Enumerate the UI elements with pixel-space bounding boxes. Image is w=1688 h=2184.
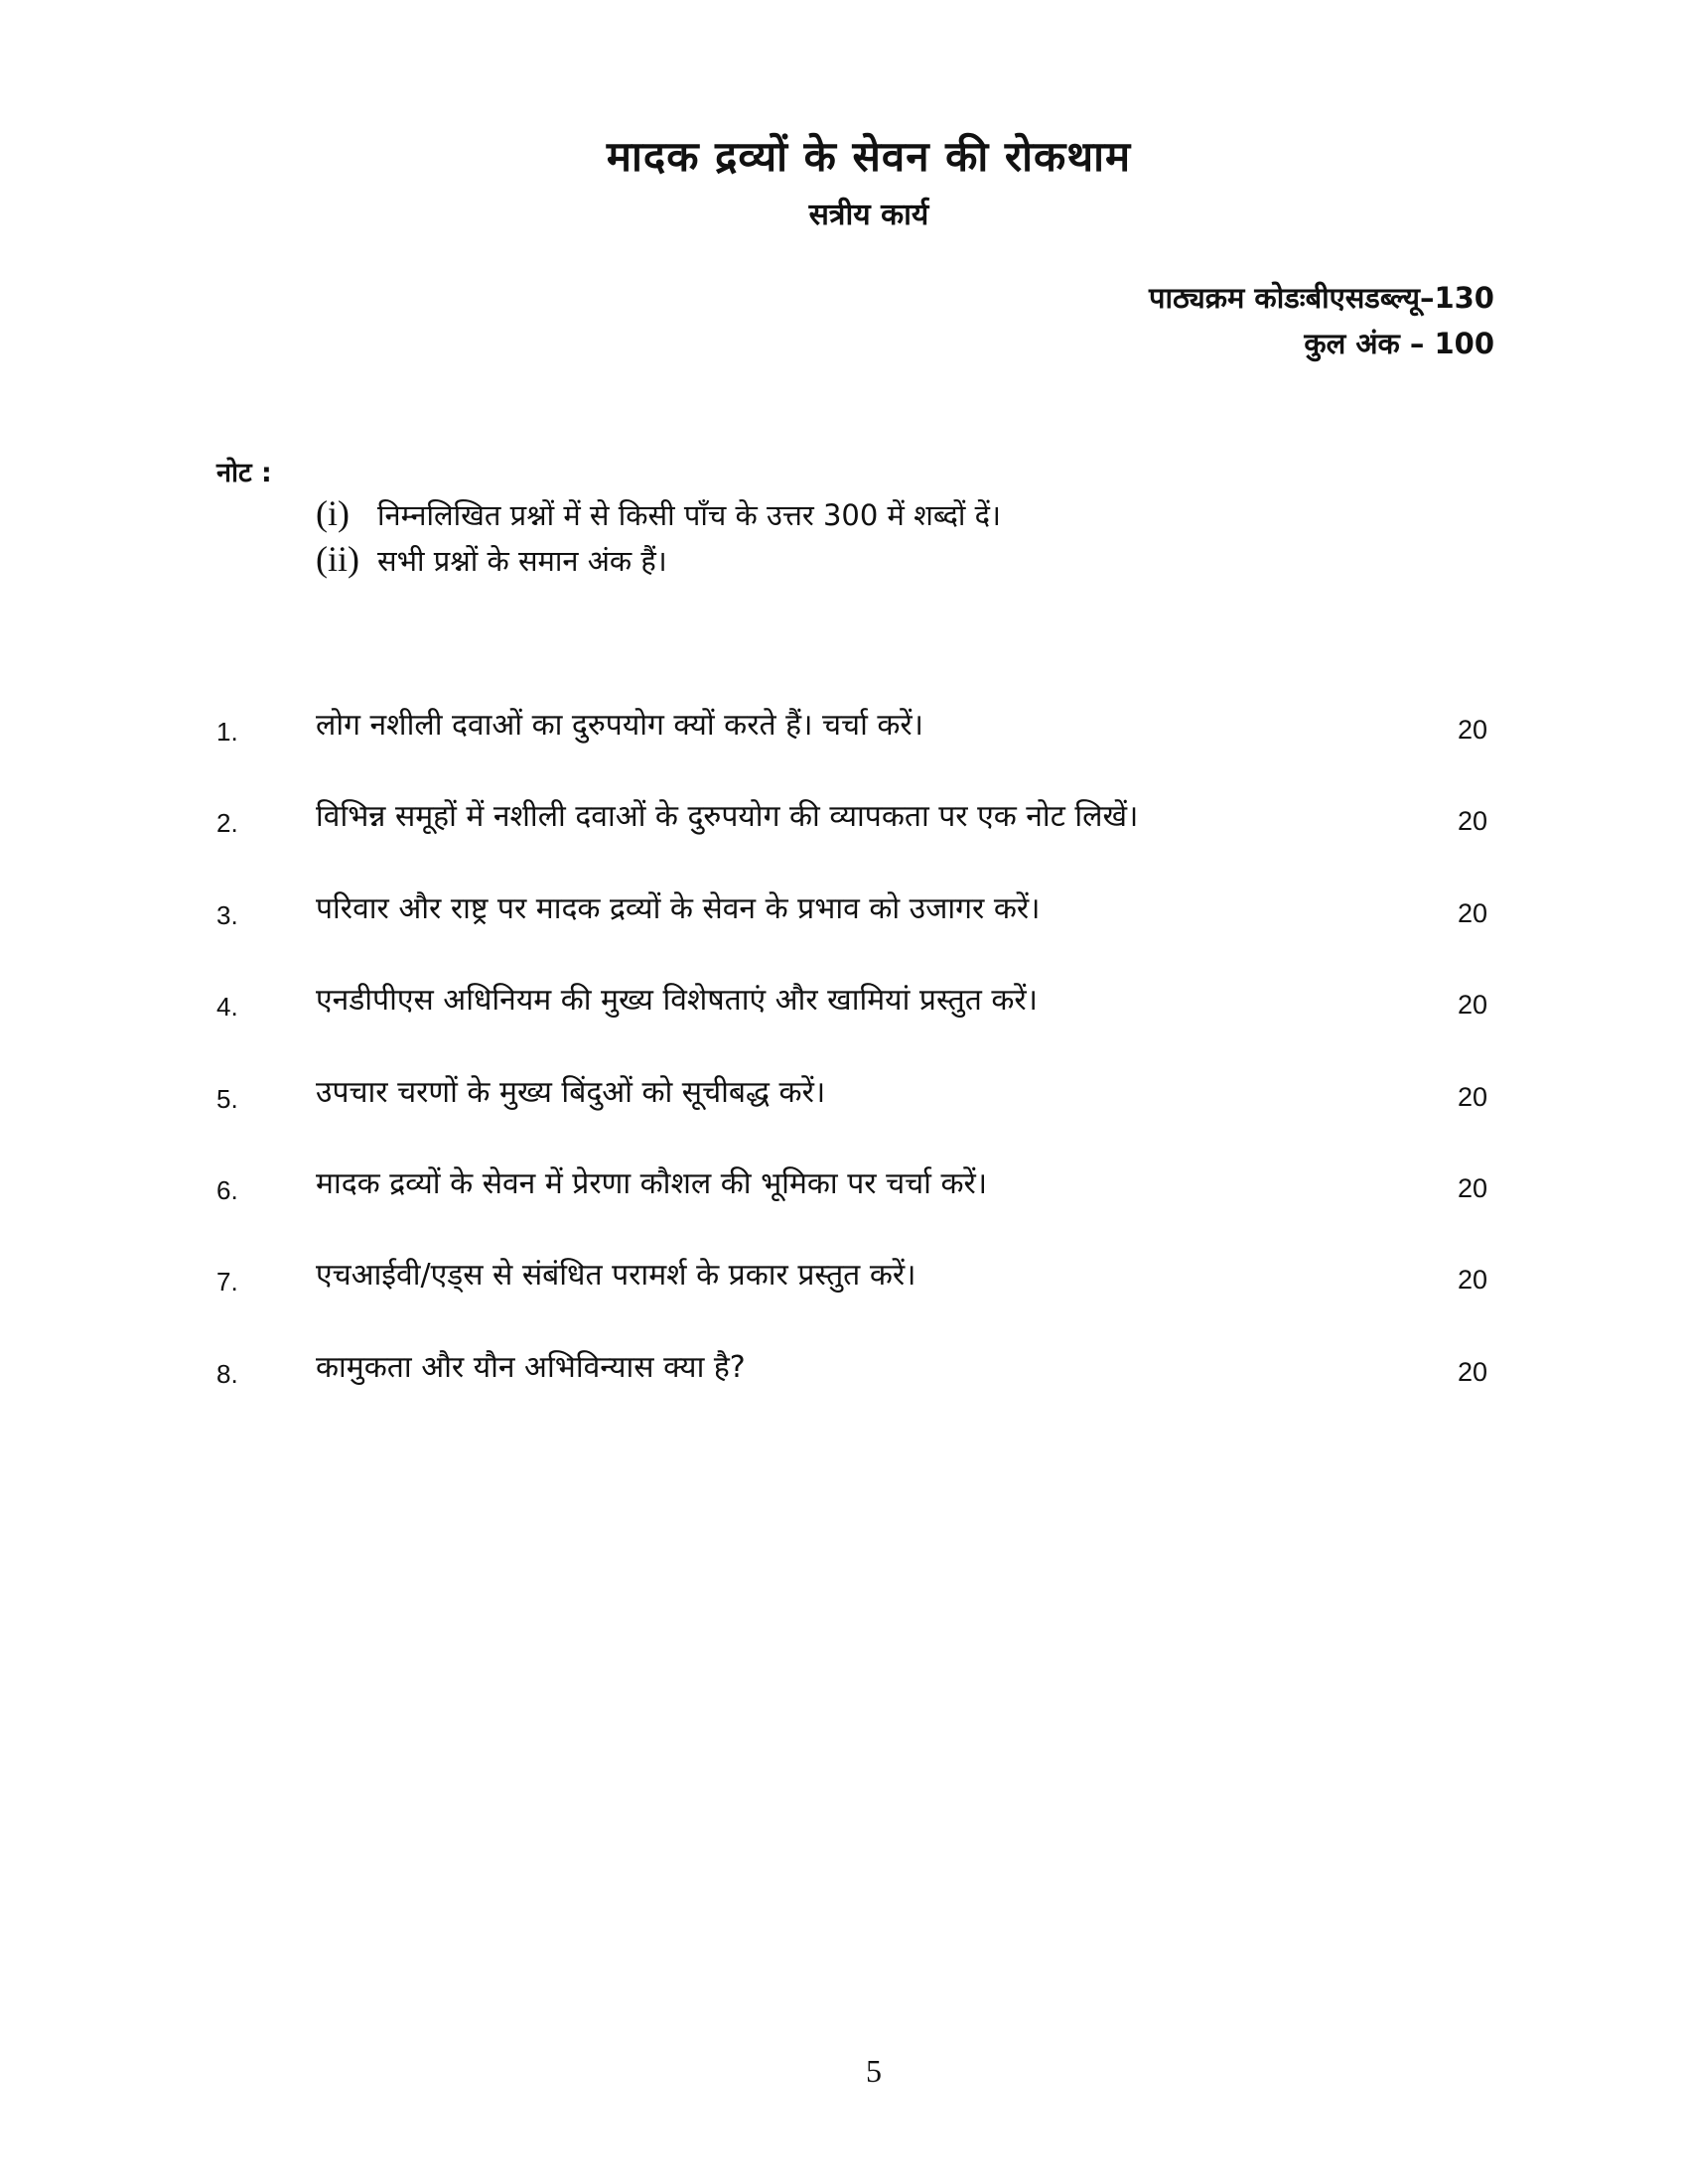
document-title: मादक द्रव्यों के सेवन की रोकथाम <box>606 132 1132 181</box>
question-number: 5. <box>216 1084 238 1114</box>
question-row <box>0 1253 1688 1302</box>
note-item-marker: (i) <box>316 493 350 533</box>
question-text: एचआईवी/एड्स से संबंधित परामर्श के प्रकार प्रस्तुत करें। <box>316 1258 916 1293</box>
question-row <box>0 887 1688 936</box>
note-item-text: सभी प्रश्नों के समान अंक हैं। <box>377 544 667 578</box>
question-marks: 20 <box>1458 715 1488 745</box>
question-row <box>0 978 1688 1027</box>
question-text: मादक द्रव्यों के सेवन में प्रेरणा कौशल की भूमिका पर चर्चा करें। <box>316 1166 988 1201</box>
question-text: परिवार और राष्ट्र पर मादक द्रव्यों के सेवन के प्रभाव को उजागर करें। <box>316 891 1041 926</box>
question-number: 7. <box>216 1267 238 1297</box>
question-text: उपचार चरणों के मुख्य बिंदुओं को सूचीबद्ध करें। <box>316 1075 826 1110</box>
question-marks: 20 <box>1458 1357 1488 1387</box>
question-number: 6. <box>216 1175 238 1205</box>
question-row <box>0 1070 1688 1120</box>
question-row <box>0 1345 1688 1395</box>
question-number: 3. <box>216 900 238 930</box>
question-number: 4. <box>216 992 238 1022</box>
note-item-text: निम्नलिखित प्रश्नों में से किसी पाँच के उत्तर 300 में शब्दों दें। <box>377 498 1002 532</box>
question-text: एनडीपीएस अधिनियम की मुख्य विशेषताएं और खामियां प्रस्तुत करें। <box>316 983 1039 1018</box>
note-item <box>316 492 1001 534</box>
question-text: कामुकता और यौन अभिविन्यास क्या है? <box>316 1350 746 1385</box>
question-number: 2. <box>216 808 238 838</box>
question-row <box>0 1161 1688 1211</box>
page-number: 5 <box>866 2053 882 2089</box>
question-row <box>0 703 1688 752</box>
question-number: 8. <box>216 1359 238 1389</box>
question-row <box>0 794 1688 844</box>
note-label: नोट : <box>216 458 272 488</box>
question-number: 1. <box>216 717 238 747</box>
document-subtitle: सत्रीय कार्य <box>808 198 929 232</box>
question-marks: 20 <box>1458 990 1488 1020</box>
question-marks: 20 <box>1458 806 1488 836</box>
question-marks: 20 <box>1458 1082 1488 1112</box>
course-code: पाठ्यक्रम कोडःबीएसडब्ल्यू–130 <box>1149 281 1494 315</box>
note-item-marker: (ii) <box>316 539 359 579</box>
question-text: विभिन्न समूहों में नशीली दवाओं के दुरुपयोग की व्यापकता पर एक नोट लिखें। <box>316 799 1139 834</box>
note-item <box>316 538 667 580</box>
question-marks: 20 <box>1458 898 1488 928</box>
total-marks: कुल अंक – 100 <box>1304 327 1494 360</box>
question-marks: 20 <box>1458 1265 1488 1295</box>
question-marks: 20 <box>1458 1173 1488 1203</box>
question-text: लोग नशीली दवाओं का दुरुपयोग क्यों करते हैं। चर्चा करें। <box>316 708 924 743</box>
